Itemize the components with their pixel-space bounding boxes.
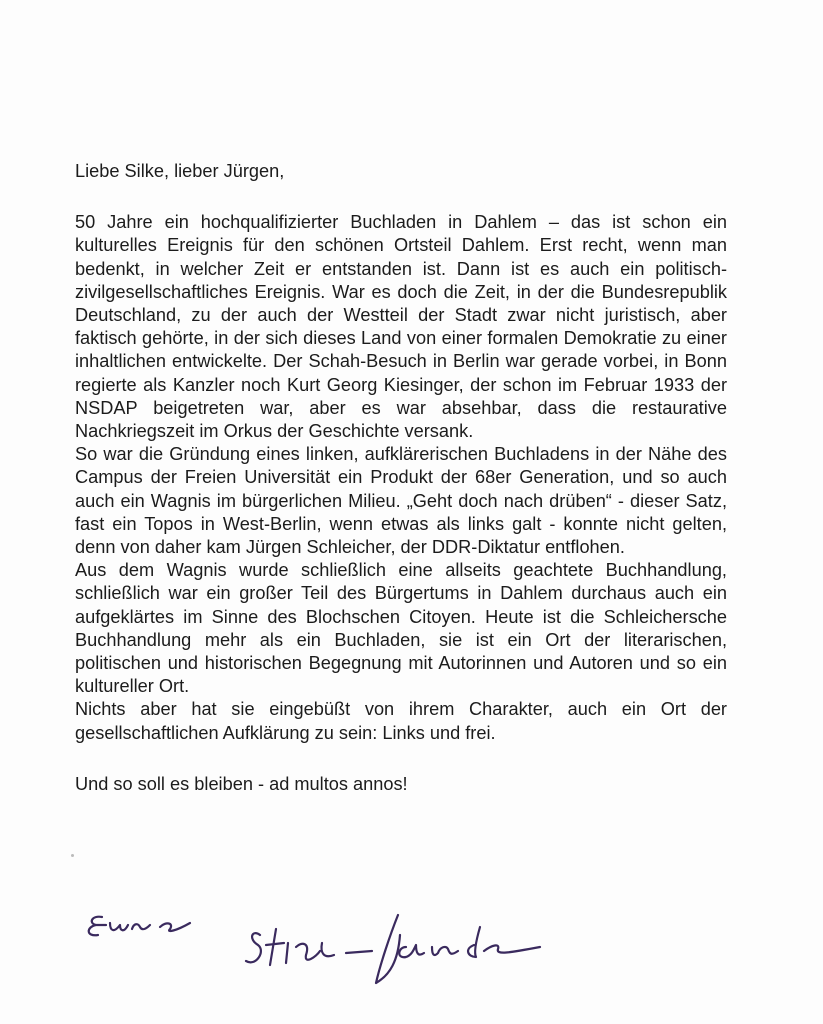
- handwritten-signature: [80, 895, 580, 1005]
- paragraph-3: Aus dem Wagnis wurde schließlich eine allseits geachtete Buchhandlung, schließlich war ein großer Teil des Bürgertums in Dahlem durchaus auch ein aufgeklärtes im Sinne des Blochschen Citoyen. Heute ist die Schleichersche Buchhandlung mehr als ein Buchladen, sie ist ein Ort der literarischen, politischen und historischen Begegnung mit Autorinnen und Autoren und so ein kultureller Ort.: [75, 560, 727, 697]
- paragraph-4: Nichts aber hat sie eingebüßt von ihrem Charakter, auch ein Ort der gesellschaftlichen Aufklärung zu sein: Links und frei.: [75, 699, 727, 743]
- salutation: Liebe Silke, lieber Jürgen,: [75, 161, 285, 181]
- scan-speck: [71, 854, 74, 857]
- paragraph-1: 50 Jahre ein hochqualifizierter Buchladen in Dahlem – das ist schon ein kulturelles Ereignis für den schönen Ortsteil Dahlem. Erst recht, wenn man bedenkt, in welcher Zeit er entstanden ist. Dann ist es auch ein politisch-zivilgesellschaftliches Ereignis. War es doch die Zeit, in der die Bundesrepublik Deutschland, zu der auch der Westteil der Stadt zwar nicht juristisch, aber faktisch gehörte, in der sich dieses Land von einer formalen Demokratie zu einer inhaltlichen entwickelte. Der Schah-Besuch in Berlin war gerade vorbei, in Bonn regierte als Kanzler noch Kurt Georg Kiesinger, der schon im Februar 1933 der NSDAP beigetreten war, aber es war absehbar, dass die restaurative Nachkriegszeit im Orkus der Geschichte versank.: [75, 212, 727, 442]
- closing-line: Und so soll es bleiben - ad multos annos!: [75, 773, 408, 794]
- paragraph-2: So war die Gründung eines linken, aufklärerischen Buchladens in der Nähe des Campus der Freien Universität ein Produkt der 68er Generation, und so auch auch ein Wagnis im bürgerlichen Milieu. „Geht doch nach drüben“ - dieser Satz, fast ein Topos in West-Berlin, wenn etwas als links galt - konnte nicht gelten, denn von daher kam Jürgen Schleicher, der DDR-Diktatur entflohen.: [75, 444, 727, 558]
- letter-body: [75, 160, 727, 796]
